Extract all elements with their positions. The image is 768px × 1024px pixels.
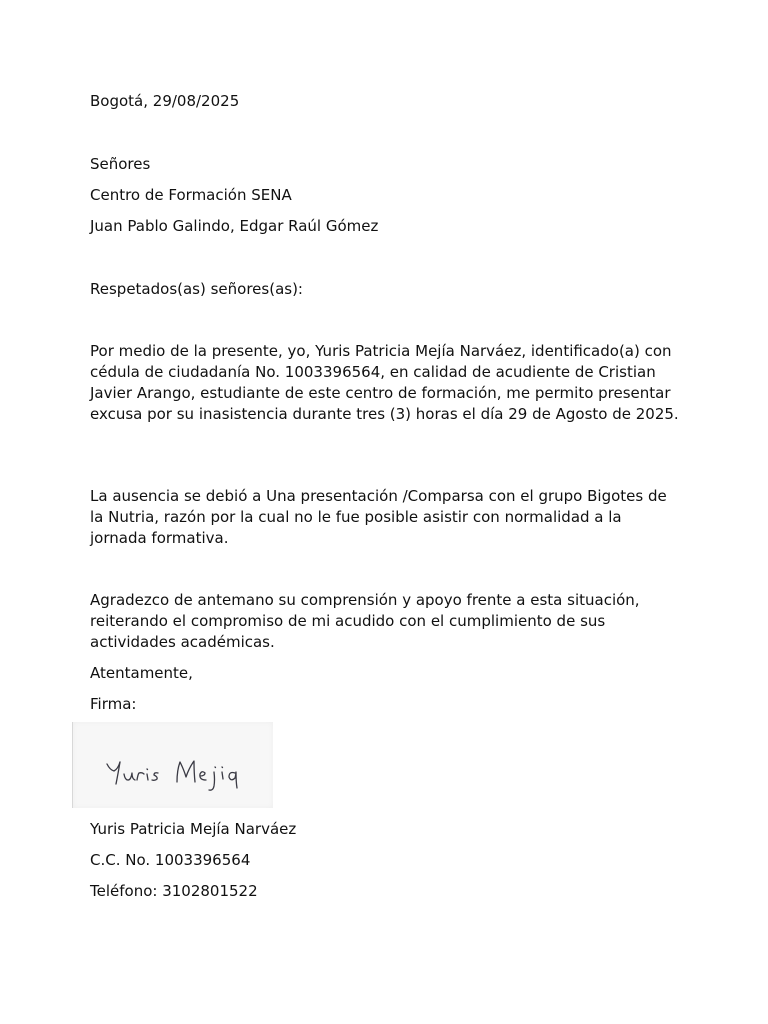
signer-id: C.C. No. 1003396564: [90, 851, 251, 869]
handwritten-signature: [73, 722, 273, 808]
date-line: Bogotá, 29/08/2025: [90, 92, 240, 110]
body-paragraph-3: Agradezco de antemano su comprensión y apoyo frente a esta situación, reiterando el compromiso de mi acudido con el cumplimiento de sus actividades académicas.: [90, 591, 640, 651]
signature-image: [72, 722, 273, 808]
greeting: Respetados(as) señores(as):: [90, 280, 303, 298]
recipient-institution: Centro de Formación SENA: [90, 186, 292, 204]
signer-phone: Teléfono: 3102801522: [90, 882, 258, 900]
body-paragraph-1: Por medio de la presente, yo, Yuris Patricia Mejía Narváez, identificado(a) con cédula de ciudadanía No. 1003396564, en calidad de acudiente de Cristian Javier Arango, estudiante de este centro de formación, me permito presentar excusa por su inasistencia durante tres (3) horas el día 29 de Agosto de 2025.: [90, 342, 679, 423]
signer-name: Yuris Patricia Mejía Narváez: [90, 820, 297, 838]
recipient-title: Señores: [90, 155, 151, 173]
body-paragraph-2: La ausencia se debió a Una presentación /Comparsa con el grupo Bigotes de la Nutria, razón por la cual no le fue posible asistir con normalidad a la jornada formativa.: [90, 487, 667, 547]
closing: Atentamente,: [90, 664, 193, 682]
signature-label: Firma:: [90, 695, 137, 713]
recipient-names: Juan Pablo Galindo, Edgar Raúl Gómez: [90, 217, 379, 235]
